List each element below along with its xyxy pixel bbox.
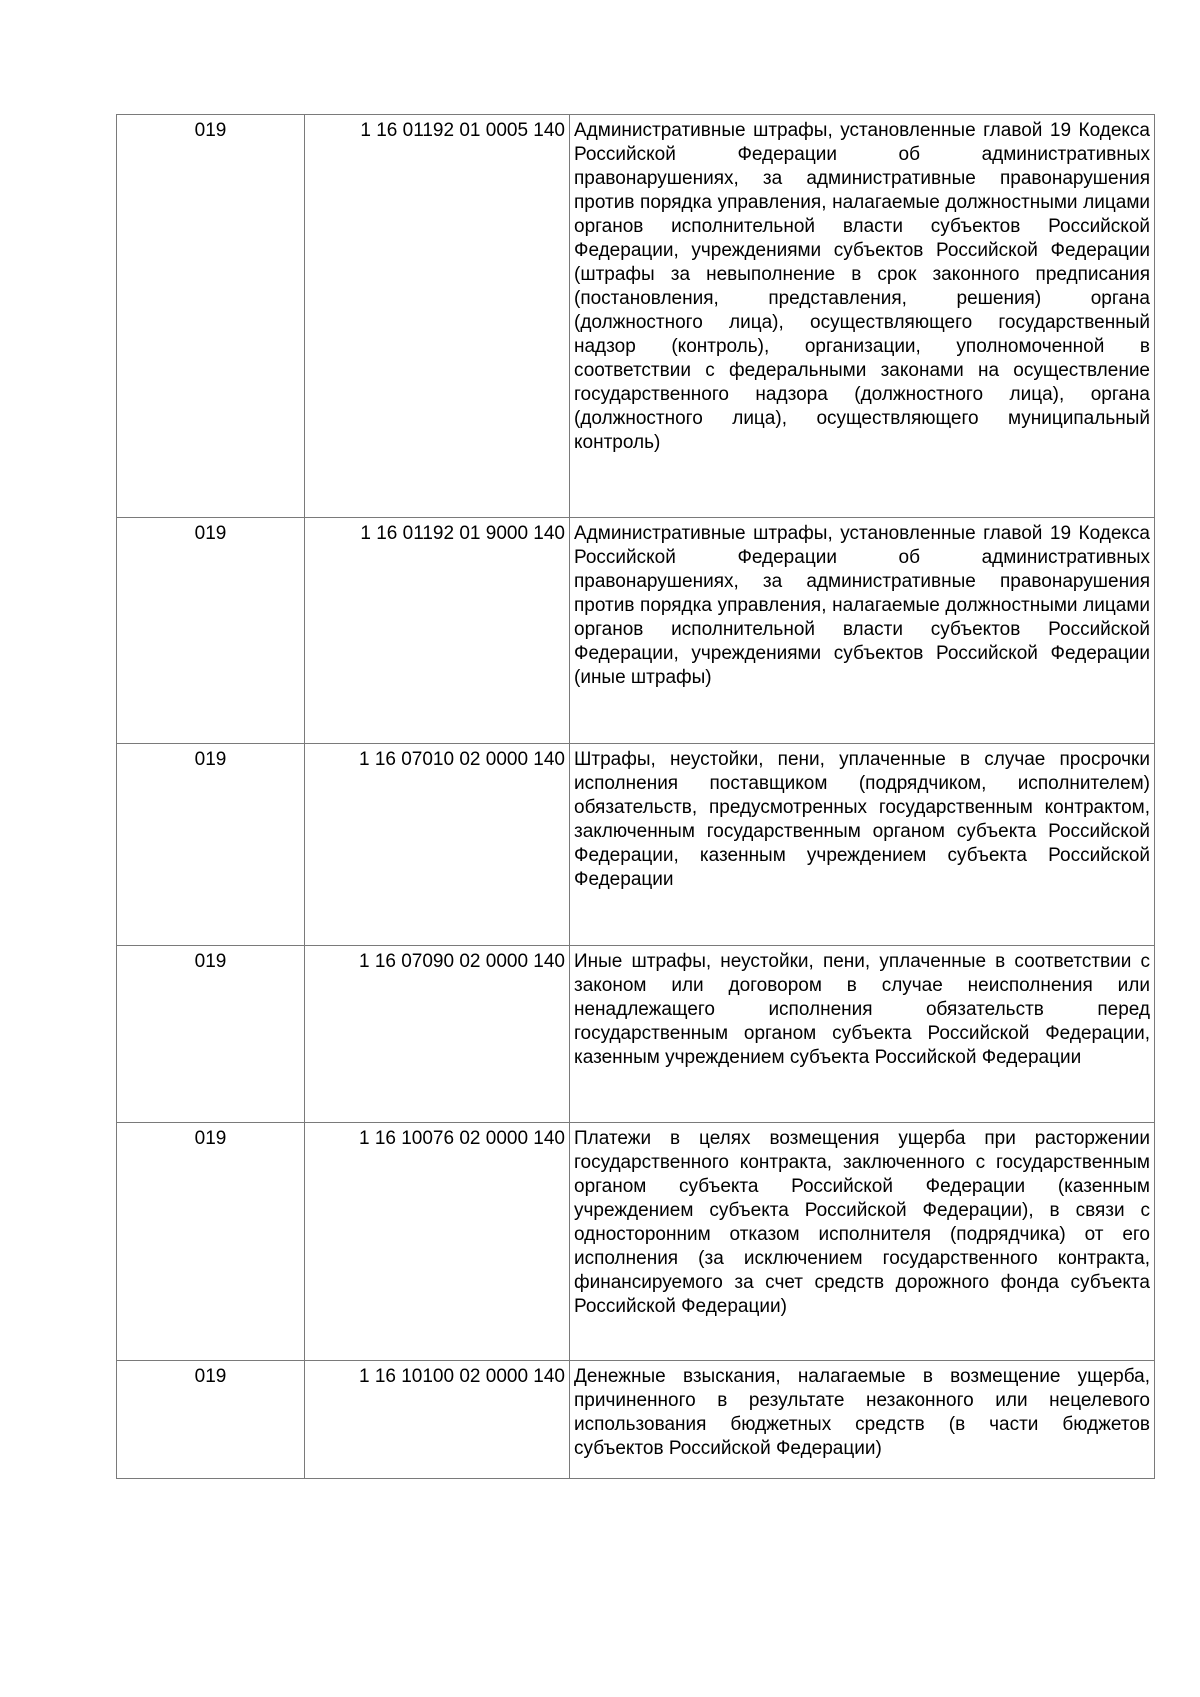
kbk-code: 1 16 01192 01 9000 140: [360, 523, 565, 544]
revenue-name-cell: [570, 115, 1155, 518]
admin-code: 019: [194, 951, 227, 972]
admin-code: 019: [194, 1366, 227, 1387]
admin-code: 019: [194, 1128, 227, 1149]
revenue-name: Штрафы, неустойки, пени, уплаченные в случае просрочки исполнения поставщиком (подрядчиком, исполнителем) обязательств, предусмотренных государственным контрактом, заключенным государственным органом субъекта Российской Федерации, казенным учреждением субъекта Российской Федерации: [574, 749, 1150, 890]
kbk-code: 1 16 07010 02 0000 140: [358, 749, 565, 770]
admin-code: 019: [194, 523, 227, 544]
revenue-name-cell: [570, 518, 1155, 744]
kbk-code: 1 16 01192 01 0005 140: [360, 120, 565, 141]
table-row: [117, 518, 1155, 744]
kbk-code: 1 16 07090 02 0000 140: [358, 951, 565, 972]
admin-code: 019: [194, 120, 227, 141]
table-row: [117, 946, 1155, 1123]
admin-code: 019: [194, 749, 227, 770]
table-row: [117, 115, 1155, 518]
kbk-cell: [305, 1361, 570, 1479]
admin-code-cell: [117, 1123, 305, 1361]
revenue-name-cell: [570, 946, 1155, 1123]
revenue-name-cell: [570, 1361, 1155, 1479]
table-row: [117, 1361, 1155, 1479]
revenue-name-cell: [570, 744, 1155, 946]
table-row: [117, 1123, 1155, 1361]
kbk-code: 1 16 10076 02 0000 140: [358, 1128, 565, 1149]
table-row: [117, 744, 1155, 946]
revenue-name: Денежные взыскания, налагаемые в возмещение ущерба, причиненного в результате незаконного или нецелевого использования бюджетных средств (в части бюджетов субъектов Российской Федерации): [574, 1366, 1150, 1459]
admin-code-cell: [117, 518, 305, 744]
kbk-cell: [305, 115, 570, 518]
admin-code-cell: [117, 744, 305, 946]
revenue-name: Иные штрафы, неустойки, пени, уплаченные в соответствии с законом или договором в случае неисполнения или ненадлежащего исполнения обязательств перед государственным органом субъекта Российской Федерации, казенным учреждением субъекта Российской Федерации: [574, 951, 1150, 1068]
revenue-name: Административные штрафы, установленные главой 19 Кодекса Российской Федерации об административных правонарушениях, за административные правонарушения против порядка управления, налагаемые должностными лицами органов исполнительной власти субъектов Российской Федерации, учреждениями субъектов Российской Федерации (штрафы за невыполнение в срок законного предписания (постановления, представления, решения) органа (должностного лица), осуществляющего государственный надзор (контроль), организации, уполномоченной в соответствии с федеральными законами на осуществление государственного надзора (должностного лица), органа (должностного лица), осуществляющего муниципальный контроль): [574, 120, 1150, 453]
admin-code-cell: [117, 1361, 305, 1479]
admin-code-cell: [117, 946, 305, 1123]
kbk-code: 1 16 10100 02 0000 140: [358, 1366, 565, 1387]
revenue-name: Платежи в целях возмещения ущерба при расторжении государственного контракта, заключенного с государственным органом субъекта Российской Федерации (казенным учреждением субъекта Российской Федерации), в связи с односторонним отказом исполнителя (подрядчика) от его исполнения (за исключением государственного контракта, финансируемого за счет средств дорожного фонда субъекта Российской Федерации): [574, 1128, 1150, 1317]
kbk-cell: [305, 1123, 570, 1361]
budget-codes-table: [116, 114, 1155, 1479]
kbk-cell: [305, 518, 570, 744]
admin-code-cell: [117, 115, 305, 518]
revenue-name: Административные штрафы, установленные главой 19 Кодекса Российской Федерации об административных правонарушениях, за административные правонарушения против порядка управления, налагаемые должностными лицами органов исполнительной власти субъектов Российской Федерации, учреждениями субъектов Российской Федерации (иные штрафы): [574, 523, 1150, 688]
kbk-cell: [305, 946, 570, 1123]
kbk-cell: [305, 744, 570, 946]
revenue-name-cell: [570, 1123, 1155, 1361]
